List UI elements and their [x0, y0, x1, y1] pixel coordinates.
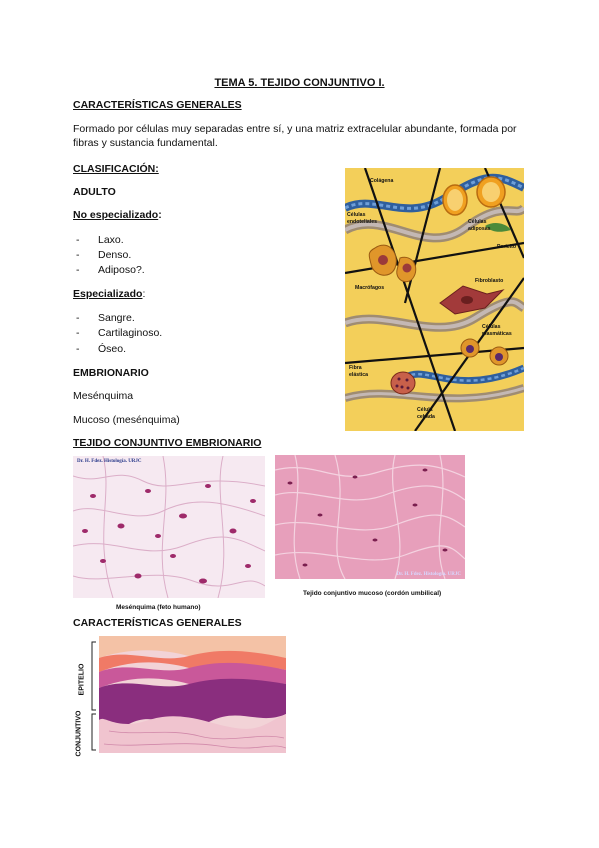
diagram-svg [345, 168, 524, 431]
especializado-colon: : [142, 288, 146, 300]
label-fibroblasto: Fibroblasto [475, 278, 504, 284]
list-item-text: Cartilaginoso. [98, 327, 163, 339]
intro-line-1: Formado por células muy separadas entre sí, y una matriz extracelular abundante, formada por [73, 123, 517, 135]
epitelio-micrograph [99, 636, 286, 753]
embrionario-item: Mucoso (mesénquima) [73, 414, 180, 426]
conjuntivo-label-wrap [53, 710, 105, 757]
label-celulas-endoteliales-2: endoteliales [347, 219, 377, 225]
intro-line-2: fibras y sustancia fundamental. [73, 137, 218, 149]
mucoso-caption: Tejido conjuntivo mucoso (cordón umbilical) [303, 590, 442, 597]
epitelio-label-wrap [62, 663, 102, 696]
list-item [76, 327, 162, 340]
mucoso-svg [275, 455, 465, 579]
label-pericito: Pericito [497, 244, 517, 250]
embrionario-heading: EMBRIONARIO [73, 367, 149, 379]
label-fibra-elastica-2: elástica [349, 372, 369, 378]
no-especializado-heading [73, 209, 162, 222]
mesenquima-svg [73, 456, 265, 598]
list-item-text: Adiposo?. [98, 264, 145, 276]
list-dash: - [76, 312, 80, 324]
mesenquima-micrograph [73, 456, 265, 598]
epitelio-label: EPITELIO [78, 663, 86, 696]
list-dash: - [76, 264, 80, 276]
epitelio-svg [99, 636, 286, 753]
section-heading-caracteristicas-2: CARACTERÍSTICAS GENERALES [73, 617, 242, 629]
no-especializado-label: No especializado [73, 209, 159, 221]
connective-tissue-diagram [345, 168, 524, 431]
intro-paragraph [73, 122, 543, 150]
list-item [76, 343, 126, 356]
label-macrofagos: Macrófagos [355, 285, 385, 291]
list-dash: - [76, 327, 80, 339]
embrionario-item: Mesénquima [73, 390, 134, 402]
especializado-heading [73, 288, 145, 301]
clasificacion-heading: CLASIFICACIÓN: [73, 163, 159, 175]
especializado-label: Especializado [73, 288, 143, 300]
label-fibra-elastica-1: Fibra [349, 365, 362, 371]
page-title: TEMA 5. TEJIDO CONJUNTIVO I. [214, 77, 385, 89]
label-celulas-plasmaticas-2: plasmáticas [482, 331, 512, 337]
label-colagena: Colágena [370, 178, 394, 184]
conjuntivo-label: CONJUNTIVO [75, 710, 83, 757]
embrionario-section-heading: TEJIDO CONJUNTIVO EMBRIONARIO [73, 437, 262, 449]
list-item-text: Óseo. [98, 343, 127, 355]
list-item [76, 312, 135, 325]
label-celulas-adiposas-1: Células [468, 219, 487, 225]
label-celulas-endoteliales-1: Células [347, 212, 366, 218]
section-heading-caracteristicas: CARACTERÍSTICAS GENERALES [73, 99, 242, 111]
list-item-text: Denso. [98, 249, 132, 261]
label-celulas-adiposas-2: adiposas [468, 226, 491, 232]
watermark-right: Dr. H. Fdez. Histología. URJC [396, 572, 461, 577]
adulto-heading: ADULTO [73, 186, 116, 198]
label-celulas-plasmaticas-1: Células [482, 324, 501, 330]
list-item-text: Laxo. [98, 234, 124, 246]
list-dash: - [76, 343, 80, 355]
mesenquima-caption: Mesénquima (feto humano) [116, 604, 201, 611]
list-item-text: Sangre. [98, 312, 135, 324]
mast-cell [391, 372, 415, 394]
label-celula-cebada-1: Célula [417, 407, 433, 413]
mucoso-micrograph [275, 455, 465, 579]
watermark-left: Dr. H. Fdez. Histología. URJC [77, 459, 142, 464]
list-item [76, 234, 124, 247]
list-item [76, 249, 131, 262]
list-dash: - [76, 234, 80, 246]
list-dash: - [76, 249, 80, 261]
list-item [76, 264, 145, 277]
no-especializado-colon: : [158, 209, 162, 221]
label-celula-cebada-2: cebada [417, 414, 435, 420]
